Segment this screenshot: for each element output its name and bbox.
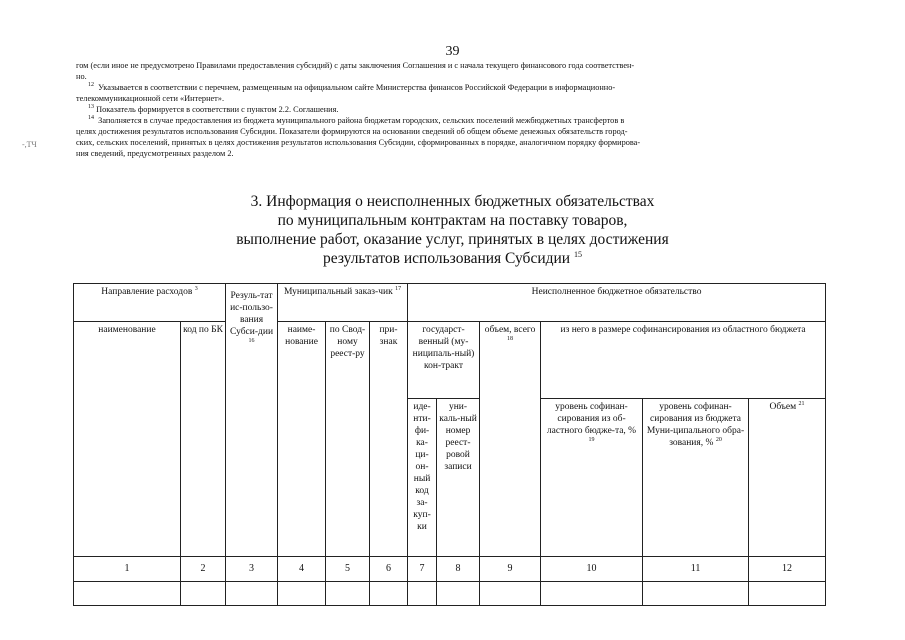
header-bk-code: код по БК [181,322,226,557]
section-title [0,192,905,268]
column-number: 6 [370,557,408,582]
column-number: 7 [408,557,437,582]
section-title-line: выполнение работ, оказание услуг, принятых в целях достижения [236,231,669,248]
footnote-number: 13 [88,104,94,111]
column-number: 9 [480,557,541,582]
header-volume: Объем $^{21}$ [749,399,826,557]
header-customer-name: наиме-нование [278,322,326,557]
footnotes [76,60,832,159]
section-title-text: результатов использования Субсидии [323,250,571,267]
header-contract: государст-венный (му-ниципаль-ный) кон-тракт [408,322,480,399]
footnote-ref: 21 [798,400,805,407]
header-name: наименование [74,322,181,557]
obligations-table [73,283,826,606]
footnote-text: Показатель формируется в соответствии с пунктом 2.2. Соглашения. [96,105,339,114]
footnote-ref: 18 [507,335,514,342]
table-cell [541,582,643,606]
header-row-mid [74,322,826,399]
header-unique-number: уни-каль-ный номер реест-ровой записи [437,399,480,557]
footnote-line: но. [76,72,87,81]
footnote-text: Заполняется в случае предоставления из бюджета муниципального района бюджетам городских, сельских поселений межбюджетных трансфертов в [98,116,625,125]
section-title-line [0,249,905,268]
column-number: 11 [643,557,749,582]
table-row [74,582,826,606]
footnote-ref: 19 [588,436,595,443]
column-number: 1 [74,557,181,582]
table-cell [749,582,826,606]
table-cell [226,582,278,606]
table-cell [74,582,181,606]
table-cell [437,582,480,606]
column-number: 4 [278,557,326,582]
table-cell [643,582,749,606]
column-number: 8 [437,557,480,582]
header-level-municipal: уровень софинан-сирования из бюджета Муни-ципального обра-зования, % $^{20}$ [643,399,749,557]
header-obligation: Неисполненное бюджетное обязательство [408,284,826,322]
column-number: 2 [181,557,226,582]
column-number-row [74,557,826,582]
column-number: 12 [749,557,826,582]
header-direction: Направление расходов $^3$ [74,284,226,322]
header-result: Резуль-тат ис-пользо-вания Субси-дии $^{16}$ [226,284,278,557]
footnote-ref: 15 [573,249,582,259]
footnote-line: целях достижения результатов использования Субсидии. Показатели формируются на основании сведений об общем объеме денежных обязательств город- [76,127,628,136]
column-number: 3 [226,557,278,582]
footnote-14 [76,115,832,126]
footnote-13 [76,104,832,115]
footnote-ref: 17 [395,285,402,292]
footnote-ref: 16 [248,337,255,344]
column-number: 10 [541,557,643,582]
footnote-ref: 3 [194,285,198,292]
footnote-line: телекоммуникационной сети «Интернет». [76,94,225,103]
footnote-text: Указывается в соответствии с перечнем, размещенным на официальном сайте Министерства финансов Российской Федерации в информационно- [98,83,616,92]
header-customer: Муниципальный заказ-чик $^{17}$ [278,284,408,322]
footnote-number: 12 [88,82,94,89]
footnote-number: 14 [88,115,94,122]
header-customer-registry: по Свод-ному реест-ру [326,322,370,557]
header-total-volume: объем, всего $^{18}$ [480,322,541,557]
table-cell [181,582,226,606]
footnote-line: ских, сельских поселений, принятых в целях достижения результатов использования Субсидии, сформированных в порядке, аналогичном порядку формирова- [76,138,641,147]
table-cell [326,582,370,606]
section-title-line: 3. Информация о неисполненных бюджетных обязательствах [250,193,655,210]
page-number: 39 [445,44,460,59]
footnote-12 [76,82,832,93]
table-cell [278,582,326,606]
section-title-line: по муниципальным контрактам на поставку товаров, [277,212,628,229]
footnote-ref: 20 [715,436,722,443]
header-level-regional: уровень софинан-сирования из об-ластного бюдже-та, % $^{19}$ [541,399,643,557]
header-customer-flag: при-знак [370,322,408,557]
table-cell [480,582,541,606]
table-cell [408,582,437,606]
table-cell [370,582,408,606]
header-ident-code: иде-нти-фи-ка-ци-он-ный код за-куп-ки [408,399,437,557]
header-cofinancing: из него в размере софинансирования из областного бюджета [541,322,826,399]
column-number: 5 [326,557,370,582]
margin-mark: -,ТЧ [22,140,37,149]
header-row-top [74,284,826,322]
footnote-line: ния сведений, предусмотренных разделом 2. [76,149,234,158]
footnote-line: гом (если иное не предусмотрено Правилами предоставления субсидий) с даты заключения Соглашения и с начала текущего финансового года соответствен- [76,61,635,70]
